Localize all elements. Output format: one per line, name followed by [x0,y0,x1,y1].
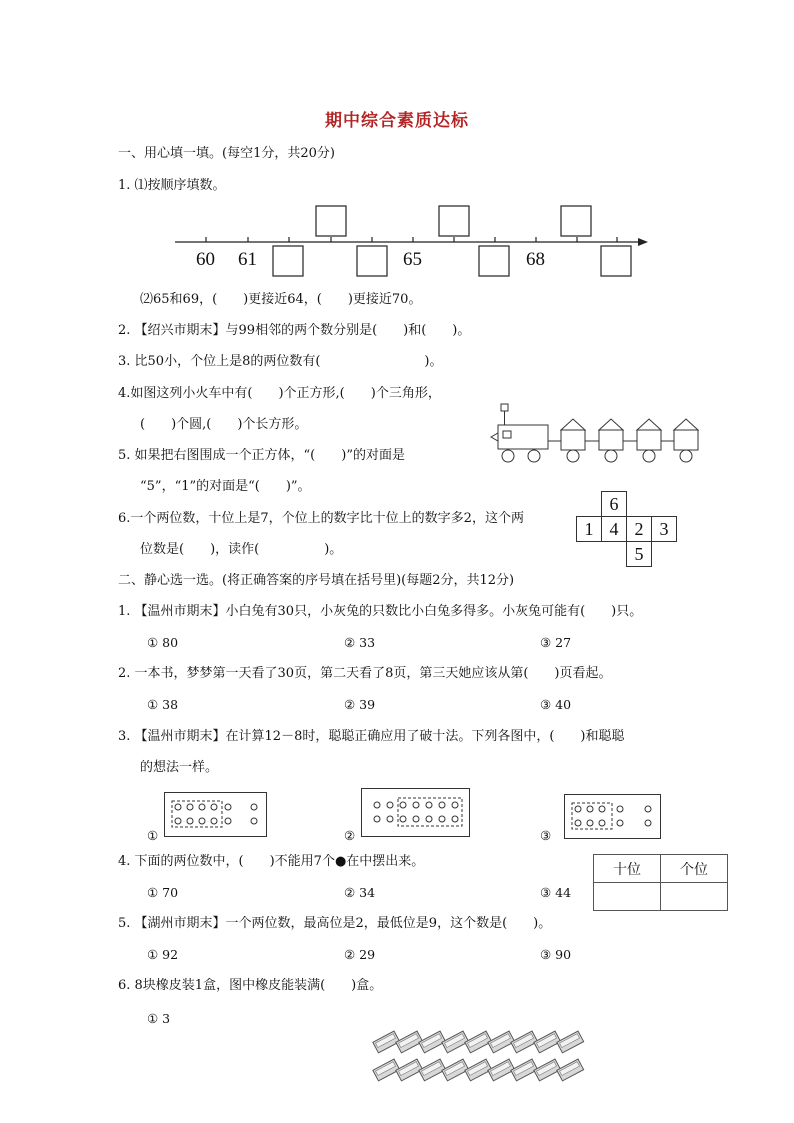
q5-line1: 5. 如果把右图围成一个正方体，“( )”的对面是 [118,448,405,463]
cube-net [576,491,677,567]
q4-line2: ( )个圆,( )个长方形。 [140,417,308,432]
blank-box-62 [273,246,303,276]
s2-q5-option-1: ① 92 [147,947,179,962]
blank-box-69 [561,206,591,236]
cube-face: 2 [627,517,652,542]
q6-line2: 位数是( )，读作( )。 [140,542,343,557]
cube-face-top: 6 [602,492,627,517]
ones-header: 个位 [661,855,728,883]
counting-frame-3 [564,794,662,840]
s2-q4-option-1: ① 70 [147,885,179,900]
s2-q2-option-2: ② 39 [344,697,376,712]
s2-q4-text: 4. 下面的两位数中，( )不能用7个●在中摆出来。 [118,854,425,869]
cube-face-bottom: 5 [627,542,652,567]
s2-q2-option-3: ③ 40 [540,697,572,712]
cube-face: 1 [577,517,602,542]
eraser [557,1031,584,1053]
ones-cell [661,883,728,911]
s2-q6-option-1: ① 3 [147,1011,171,1026]
s2-q4-option-2: ② 34 [344,885,376,900]
s2-q3-line1: 3. 【温州市期末】在计算12－8时，聪聪正确应用了破十法。下列各图中，( )和聪聪 [118,729,625,744]
s2-q2-option-1: ① 38 [147,697,179,712]
s2-q5-option-3: ③ 90 [540,947,572,962]
q4-line1: 4.如图这列小火车中有( )个正方形,( )个三角形， [118,386,441,401]
blank-box-64 [357,246,387,276]
blank-box-66 [439,206,469,236]
s2-q3-option-2: ② [344,828,356,843]
number-line [0,0,794,300]
numberline-label-60: 60 [196,249,215,270]
s2-q4-option-3: ③ 44 [540,885,572,900]
cube-face: 3 [652,517,677,542]
counting-frame-1 [164,792,268,838]
q6-line1: 6.一个两位数，十位上是7，个位上的数字比十位上的数字多2，这个两 [118,511,524,526]
tens-cell [594,883,661,911]
train-figure [488,400,698,470]
section1-heading: 一、用心填一填。(每空1分，共20分) [118,146,335,161]
q2-text: 2. 【绍兴市期末】与99相邻的两个数分别是( )和( )。 [118,323,471,338]
eraser [557,1059,584,1081]
s2-q3-line2: 的想法一样。 [140,760,219,775]
s2-q1-option-1: ① 80 [147,635,179,650]
s2-q3-option-1: ① [147,828,159,843]
numberline-label-61: 61 [238,249,257,270]
place-value-table [593,854,728,911]
s2-q6-text: 6. 8块橡皮装1盒，图中橡皮能装满( )盒。 [118,978,383,993]
s2-q1-option-2: ② 33 [344,635,376,650]
q3-text: 3. 比50小，个位上是8的两位数有( )。 [118,354,443,369]
tens-header: 十位 [594,855,661,883]
counting-frame-2 [361,788,471,838]
q1-1-text: 1. ⑴按顺序填数。 [118,178,226,193]
numberline-label-68: 68 [526,249,545,270]
q1-2-text: ⑵65和69，( )更接近64，( )更接近70。 [140,292,422,307]
q5-line2: “5”，“1”的对面是“( )”。 [140,479,311,494]
blank-box-70 [601,246,631,276]
s2-q3-option-3: ③ [540,828,552,843]
erasers-figure [370,1024,600,1090]
section2-heading: 二、静心选一选。(将正确答案的序号填在括号里)(每题2分，共12分) [118,573,515,588]
s2-q1-text: 1. 【温州市期末】小白兔有30只，小灰兔的只数比小白兔多得多。小灰兔可能有( )只。 [118,604,643,619]
numberline-label-65: 65 [403,249,422,270]
cube-face: 4 [602,517,627,542]
s2-q2-text: 2. 一本书，梦梦第一天看了30页，第二天看了8页，第三天她应该从第( )页看起。 [118,666,612,681]
s2-q5-text: 5. 【湖州市期末】一个两位数，最高位是2，最低位是9，这个数是( )。 [118,916,552,931]
s2-q1-option-3: ③ 27 [540,635,572,650]
blank-box-63 [316,206,346,236]
blank-box-67 [479,246,509,276]
page-title: 期中综合素质达标 [325,111,469,131]
s2-q5-option-2: ② 29 [344,947,376,962]
